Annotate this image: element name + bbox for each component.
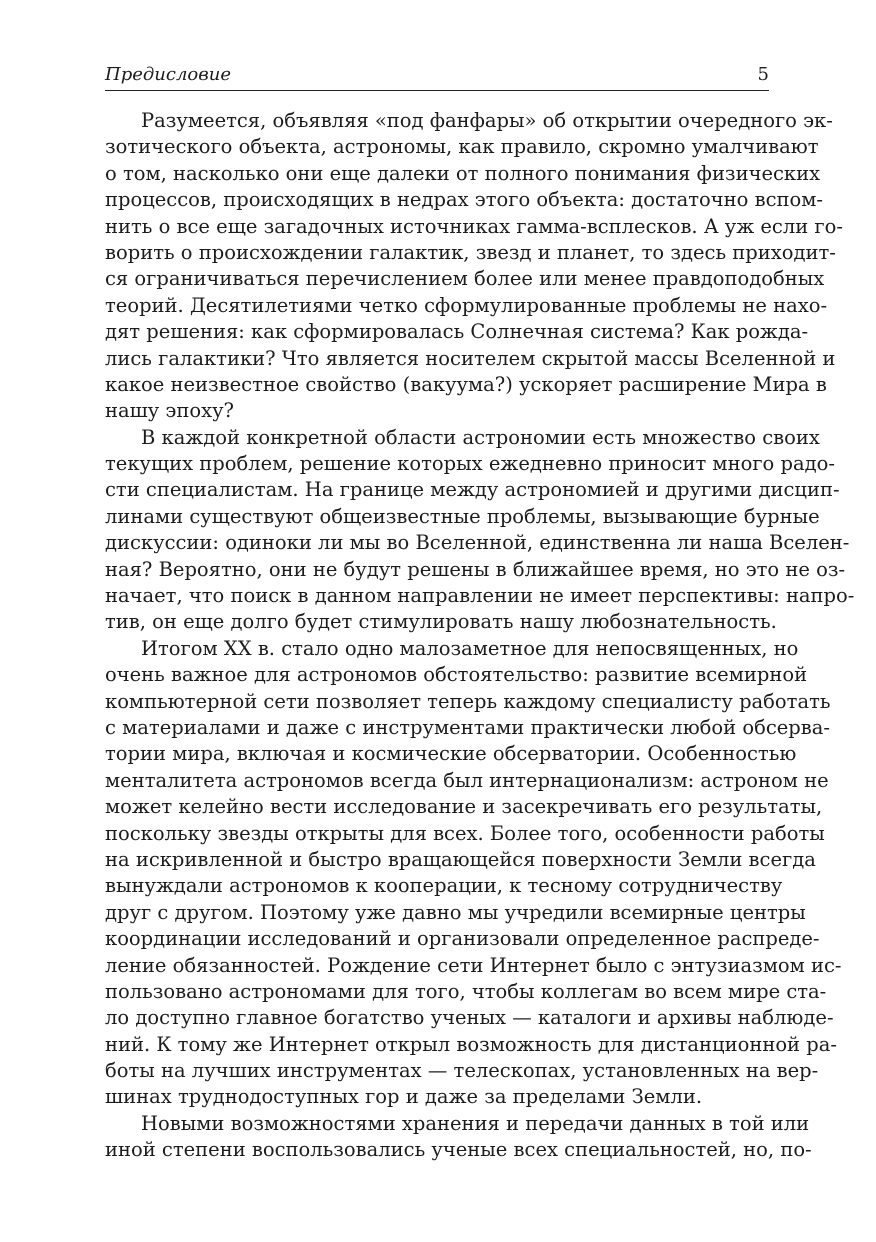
text-line: начает, что поиск в данном направлении не имеет перспективы: напро-: [105, 584, 855, 608]
text-line: Разумеется, объявляя «под фанфары» об открытии очередного эк-: [141, 109, 833, 132]
text-line: очень важное для астрономов обстоятельство: развитие всемирной: [105, 663, 808, 687]
text-line: поскольку звезды открыты для всех. Более того, особенности работы: [105, 821, 825, 845]
text-line: лись галактики? Что является носителем скрытой массы Вселенной и: [105, 346, 836, 370]
paragraph: [105, 636, 842, 1111]
text-line: координации исследований и организовали определенное распреде-: [105, 927, 820, 951]
text-line: текущих проблем, решение которых ежедневно приносит много радо-: [105, 452, 835, 476]
text-line: о том, насколько они еще далеки от полного понимания физических: [105, 161, 821, 185]
text-line: дискуссии: одиноки ли мы во Вселенной, единственна ли наша Вселен-: [105, 531, 850, 555]
text-line: тории мира, включая и космические обсерватории. Особенностью: [105, 742, 797, 766]
text-line: может келейно вести исследование и засекречивать его результаты,: [105, 795, 823, 819]
page-number: 5: [757, 64, 769, 85]
text-line: ло доступно главное богатство ученых — каталоги и архивы наблюде-: [105, 1006, 834, 1030]
text-line: компьютерной сети позволяет теперь каждому специалисту работать: [105, 689, 831, 713]
text-line: вынуждали астрономов к кооперации, к тесному сотрудничеству: [105, 874, 783, 898]
paragraph: [105, 425, 855, 636]
text-line: ление обязанностей. Рождение сети Интернет было с энтузиазмом ис-: [105, 953, 842, 977]
text-line: В каждой конкретной области астрономии есть множество своих: [141, 425, 820, 449]
text-line: боты на лучших инструментах — телескопах, установленных на вер-: [105, 1059, 819, 1083]
text-line: зотического объекта, астрономы, как правило, скромно умалчивают: [105, 135, 819, 159]
body-text: [105, 108, 855, 1164]
text-line: нашу эпоху?: [105, 399, 235, 423]
running-header: [105, 62, 769, 91]
text-line: процессов, происходящих в недрах этого объекта: достаточно вспом-: [105, 188, 824, 212]
text-line: Новыми возможностями хранения и передачи данных в той или: [141, 1111, 810, 1135]
text-line: дят решения: как сформировалась Солнечная система? Как рожда-: [105, 320, 809, 344]
text-line: линами существуют общеизвестные проблемы, вызывающие бурные: [105, 504, 820, 528]
text-line: с материалами и даже с инструментами практически любой обсерва-: [105, 715, 830, 739]
text-line: ная? Вероятно, они не будут решены в ближайшее время, но это не оз-: [105, 557, 846, 581]
text-line: ний. К тому же Интернет открыл возможность для дистанционной ра-: [105, 1032, 837, 1056]
text-line: на искривленной и быстро вращающейся поверхности Земли всегда: [105, 847, 816, 871]
text-line: сти специалистам. На границе между астрономией и другими дисцип-: [105, 478, 840, 502]
text-line: друг с другом. Поэтому уже давно мы учредили всемирные центры: [105, 900, 806, 924]
text-line: нить о все еще загадочных источниках гамма-всплесков. А уж если го-: [105, 214, 843, 238]
text-line: пользовано астрономами для того, чтобы коллегам во всем мире ста-: [105, 979, 827, 1003]
text-line: теорий. Десятилетиями четко сформулированные проблемы не нахо-: [105, 293, 828, 317]
text-line: Итогом XX в. стало одно малозаметное для непосвященных, но: [141, 636, 799, 660]
section-title: Предисловие: [105, 64, 231, 85]
text-line: какое неизвестное свойство (вакуума?) ускоряет расширение Мира в: [105, 372, 827, 396]
text-line: ворить о происхождении галактик, звезд и планет, то здесь приходит-: [105, 240, 836, 264]
text-line: тив, он еще долго будет стимулировать нашу любознательность.: [105, 610, 777, 634]
paragraph: [105, 1111, 812, 1164]
text-line: иной степени воспользовались ученые всех специальностей, но, по-: [105, 1138, 812, 1162]
text-line: менталитета астрономов всегда был интернационализм: астроном не: [105, 768, 829, 792]
paragraph: [105, 108, 843, 425]
text-line: ся ограничиваться перечислением более или менее правдоподобных: [105, 267, 825, 291]
text-line: шинах труднодоступных гор и даже за пределами Земли.: [105, 1085, 703, 1109]
